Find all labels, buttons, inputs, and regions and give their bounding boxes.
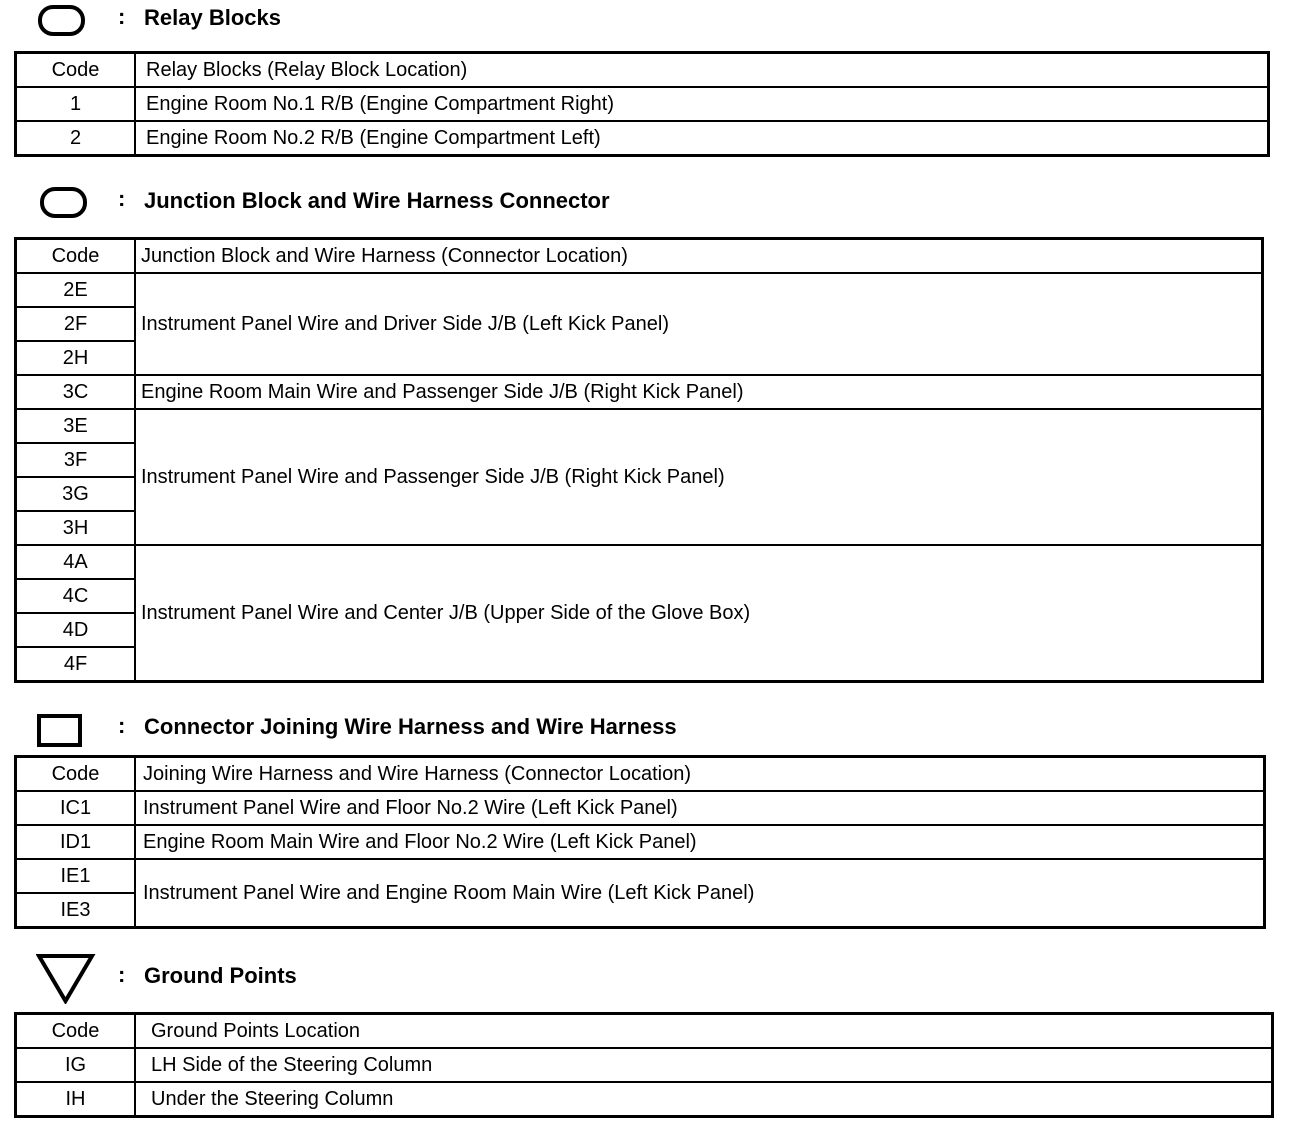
- desc-header: Junction Block and Wire Harness (Connector Location): [135, 239, 1263, 274]
- section-colon: :: [118, 186, 126, 211]
- code-header: Code: [16, 757, 136, 792]
- code-header: Code: [16, 53, 136, 88]
- table-header-row: [16, 53, 1269, 88]
- code-header: Code: [16, 1014, 136, 1049]
- code-cell: IH: [16, 1082, 136, 1117]
- section-colon: :: [118, 713, 126, 738]
- connector-joining-table: [14, 755, 1266, 929]
- section-title-junction-block: Junction Block and Wire Harness Connector: [144, 188, 610, 213]
- table-header-row: [16, 1014, 1273, 1049]
- desc-cell: Under the Steering Column: [135, 1082, 1273, 1117]
- section-title-relay-blocks: Relay Blocks: [144, 5, 281, 30]
- table-row: [16, 545, 1263, 579]
- desc-cell: Instrument Panel Wire and Engine Room Main Wire (Left Kick Panel): [135, 859, 1265, 928]
- relay-blocks-table: [14, 51, 1270, 157]
- table-row: [16, 1048, 1273, 1082]
- code-cell: 3G: [16, 477, 136, 511]
- table-row: [16, 825, 1265, 859]
- desc-header: Joining Wire Harness and Wire Harness (Connector Location): [135, 757, 1265, 792]
- table-row: [16, 409, 1263, 443]
- desc-cell: Engine Room Main Wire and Floor No.2 Wire (Left Kick Panel): [135, 825, 1265, 859]
- desc-cell: LH Side of the Steering Column: [135, 1048, 1273, 1082]
- code-cell: ID1: [16, 825, 136, 859]
- desc-cell: Instrument Panel Wire and Center J/B (Upper Side of the Glove Box): [135, 545, 1263, 682]
- code-cell: 2E: [16, 273, 136, 307]
- table-header-row: [16, 239, 1263, 274]
- code-cell: IE3: [16, 893, 136, 928]
- ground-triangle-symbol-icon: [36, 952, 96, 1004]
- table-row: [16, 87, 1269, 121]
- code-cell: 3H: [16, 511, 136, 545]
- code-cell: IE1: [16, 859, 136, 893]
- table-row: [16, 859, 1265, 893]
- code-cell: 4D: [16, 613, 136, 647]
- section-colon: :: [118, 4, 126, 29]
- desc-header: Ground Points Location: [135, 1014, 1273, 1049]
- code-cell: 4C: [16, 579, 136, 613]
- desc-cell: Engine Room No.2 R/B (Engine Compartment Left): [135, 121, 1269, 156]
- table-row: [16, 273, 1263, 307]
- desc-cell: Instrument Panel Wire and Floor No.2 Wire (Left Kick Panel): [135, 791, 1265, 825]
- relay-block-symbol-icon: [38, 4, 86, 38]
- desc-cell: Instrument Panel Wire and Passenger Side J/B (Right Kick Panel): [135, 409, 1263, 545]
- code-cell: 3E: [16, 409, 136, 443]
- code-cell: 1: [16, 87, 136, 121]
- desc-cell: Engine Room Main Wire and Passenger Side J/B (Right Kick Panel): [135, 375, 1263, 409]
- code-cell: 2H: [16, 341, 136, 375]
- table-row: [16, 791, 1265, 825]
- table-header-row: [16, 757, 1265, 792]
- connector-square-symbol-icon: [36, 713, 84, 749]
- junction-block-symbol-icon: [40, 186, 88, 220]
- table-row: [16, 1082, 1273, 1117]
- desc-cell: Engine Room No.1 R/B (Engine Compartment Right): [135, 87, 1269, 121]
- code-cell: 2: [16, 121, 136, 156]
- code-cell: 3F: [16, 443, 136, 477]
- code-cell: IG: [16, 1048, 136, 1082]
- code-cell: 4F: [16, 647, 136, 682]
- desc-cell: Instrument Panel Wire and Driver Side J/B (Left Kick Panel): [135, 273, 1263, 375]
- code-header: Code: [16, 239, 136, 274]
- desc-header: Relay Blocks (Relay Block Location): [135, 53, 1269, 88]
- table-row: [16, 121, 1269, 156]
- code-cell: IC1: [16, 791, 136, 825]
- section-title-ground-points: Ground Points: [144, 963, 297, 988]
- code-cell: 2F: [16, 307, 136, 341]
- section-colon: :: [118, 962, 126, 987]
- ground-points-table: [14, 1012, 1274, 1118]
- table-row: [16, 375, 1263, 409]
- code-cell: 4A: [16, 545, 136, 579]
- section-title-connector-joining: Connector Joining Wire Harness and Wire Harness: [144, 714, 677, 739]
- code-cell: 3C: [16, 375, 136, 409]
- junction-block-table: [14, 237, 1264, 683]
